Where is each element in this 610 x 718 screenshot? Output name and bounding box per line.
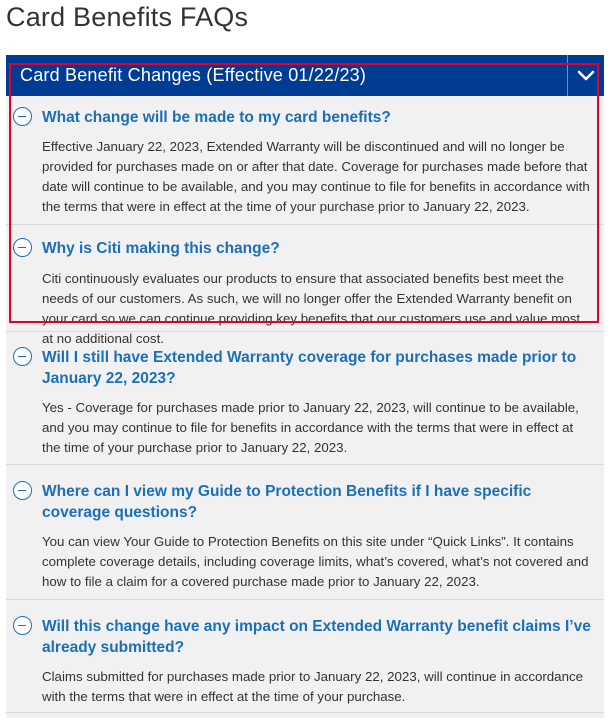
- accordion-toggle-button[interactable]: [567, 55, 604, 96]
- faq-answer: Yes - Coverage for purchases made prior to January 22, 2023, will continue to be available, and you may continue to file for benefits in accordance with the terms that were in effect at the time of your purchase prior to January 22, 2023.: [42, 400, 579, 455]
- faq-question[interactable]: [6, 332, 604, 389]
- faq-answer: You can view Your Guide to Protection Benefits on this site under “Quick Links”. It contains complete coverage details, including coverage limits, what’s covered, what’s not covered and how to file a claim for a covered purchase made prior to January 22, 2023.: [42, 534, 589, 589]
- faq-item: [6, 225, 604, 346]
- faq-question[interactable]: [6, 600, 604, 658]
- minus-circle-icon[interactable]: [13, 347, 32, 366]
- minus-circle-icon[interactable]: [13, 107, 32, 126]
- minus-circle-icon[interactable]: [13, 481, 32, 500]
- accordion-title: Card Benefit Changes (Effective 01/22/23): [20, 65, 367, 85]
- minus-circle-icon[interactable]: [13, 238, 32, 257]
- faq-answer: Claims submitted for purchases made prior to January 22, 2023, will continue in accordance with the terms that were in effect at the time of your purchase.: [42, 669, 584, 704]
- faq-question-text[interactable]: Will I still have Extended Warranty coverage for purchases made prior to January 22, 2023?: [42, 349, 577, 387]
- faq-accordion: [6, 55, 604, 718]
- chevron-down-icon: [577, 70, 595, 82]
- faq-question[interactable]: [6, 465, 604, 523]
- faq-item: [6, 600, 604, 713]
- faq-question-text[interactable]: Will this change have any impact on Extended Warranty benefit claims I’ve already submitted?: [42, 618, 591, 656]
- faq-item: [6, 96, 604, 225]
- faq-question[interactable]: [6, 96, 604, 128]
- page-title: Card Benefits FAQs: [6, 2, 249, 32]
- faq-list: [6, 96, 604, 713]
- faq-answer: Effective January 22, 2023, Extended Warranty will be discontinued and will no longer be provided for purchases made on or after that date. Coverage for purchases made before that date will continue to be available, and you may continue to file for benefits in accordance with the terms that were in effect at the time of your purchase prior to January 22, 2023.: [42, 139, 590, 214]
- minus-circle-icon[interactable]: [13, 616, 32, 635]
- faq-item: [6, 332, 604, 465]
- faq-question-text[interactable]: Where can I view my Guide to Protection Benefits if I have specific coverage questions?: [42, 483, 532, 521]
- faq-question[interactable]: [6, 225, 604, 259]
- faq-item: [6, 465, 604, 600]
- faq-answer: Citi continuously evaluates our products to ensure that associated benefits best meet the needs of our customers. As such, we will no longer offer the Extended Warranty benefit on your card so we can continue providing key benefits that our customers use and value most at no additional cost.: [42, 271, 581, 346]
- faq-question-text[interactable]: What change will be made to my card benefits?: [42, 109, 391, 126]
- accordion-header[interactable]: [6, 55, 604, 96]
- faq-question-text[interactable]: Why is Citi making this change?: [42, 240, 280, 257]
